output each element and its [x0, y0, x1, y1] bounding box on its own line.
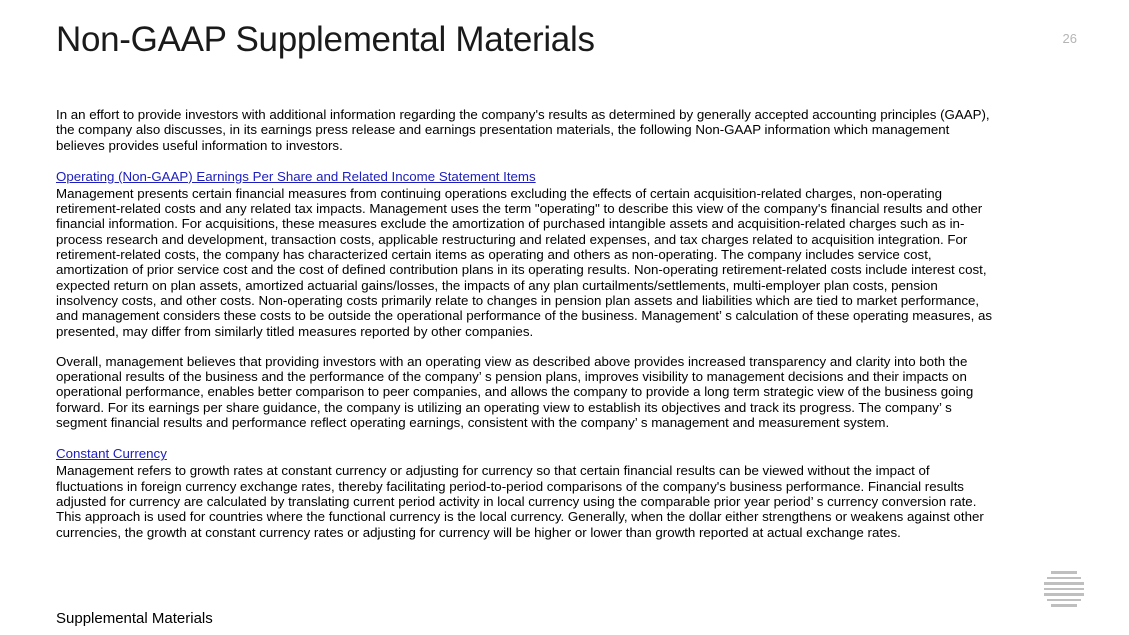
operating-paragraph-1: Management presents certain financial measures from continuing operations excluding the effects of certain acquisition-related charges, non-operating retirement-related costs and any related tax impacts. Management uses the term "operating" to describe this view of the company's financial results and other financial information. For acquisitions, these measures exclude the amortization of purchased intangible assets and acquisition-related charges such as in-process research and development, transaction costs, applicable restructuring and related expenses, and tax charges related to acquisition integration. For retirement-related costs, the company has characterized certain items as operating and others as non-operating. The company includes service cost, amortization of prior service cost and the cost of defined contribution plans in its operating results. Non-operating retirement-related costs include interest cost, expected return on plan assets, amortized actuarial gains/losses, the impacts of any plan curtailments/settlements, multi-employer plan costs, pension insolvency costs, and other costs. Non-operating costs primarily relate to changes in pension plan assets and liabilities which are tied to market performance, and management considers these costs to be outside the operational performance of the business. Management’ s calculation of these operating measures, as presented, may differ from similarly titled measures reported by other companies. — [56, 185, 993, 339]
section-heading-operating-link[interactable]: Operating (Non-GAAP) Earnings Per Share and Related Income Statement Items — [56, 168, 536, 184]
section-heading-constant-currency-link[interactable]: Constant Currency — [56, 446, 167, 462]
logo-stripe — [1051, 604, 1077, 607]
footer-label: Supplemental Materials — [56, 610, 213, 627]
logo-stripe — [1044, 588, 1084, 591]
spacer — [56, 339, 996, 354]
page-title: Non-GAAP Supplemental Materials — [56, 20, 595, 59]
logo-stripe — [1047, 599, 1081, 602]
logo-stripe — [1044, 582, 1084, 585]
section-constant-currency — [56, 445, 996, 539]
logo-stripe — [1044, 593, 1084, 596]
section-operating — [56, 168, 996, 430]
spacer — [56, 430, 996, 445]
page-number: 26 — [1062, 31, 1077, 46]
logo-stripe — [1047, 577, 1081, 580]
operating-paragraph-2: Overall, management believes that providing investors with an operating view as described above provides increased transparency and clarity into both the operational results of the business and the performance of the company’ s pension plans, improves visibility to management decisions and their impacts on operational performance, enables better comparison to peer companies, and allows the company to provide a long term strategic view of the business going forward. For its earnings per share guidance, the company is utilizing an operating view to establish its objectives and track its progress. The company’ s segment financial results and performance reflect operating earnings, consistent with the company’ s management and measurement system. — [56, 353, 974, 431]
constant-currency-paragraph: Management refers to growth rates at constant currency or adjusting for currency so that certain financial results can be viewed without the impact of fluctuations in foreign currency exchange rates, thereby facilitating period-to-period comparisons of the company's business performance. Financial results adjusted for currency are calculated by translating current period activity in local currency using the comparable prior year period’ s currency conversion rate. This approach is used for countries where the functional currency is the local currency. Generally, when the dollar either strengthens or weakens against other currencies, the growth at constant currency rates or adjusting for currency will be higher or lower than growth reported at actual exchange rates. — [56, 463, 984, 540]
slide-body — [56, 107, 996, 540]
logo-stripe — [1051, 571, 1077, 574]
intro-paragraph: In an effort to provide investors with additional information regarding the company's results as determined by generally accepted accounting principles (GAAP), the company also discusses, in its earnings press release and earnings presentation materials, the following Non-GAAP information which management believes provides useful information to investors. — [56, 107, 990, 153]
company-logo-icon — [1044, 571, 1084, 607]
spacer — [56, 153, 996, 168]
